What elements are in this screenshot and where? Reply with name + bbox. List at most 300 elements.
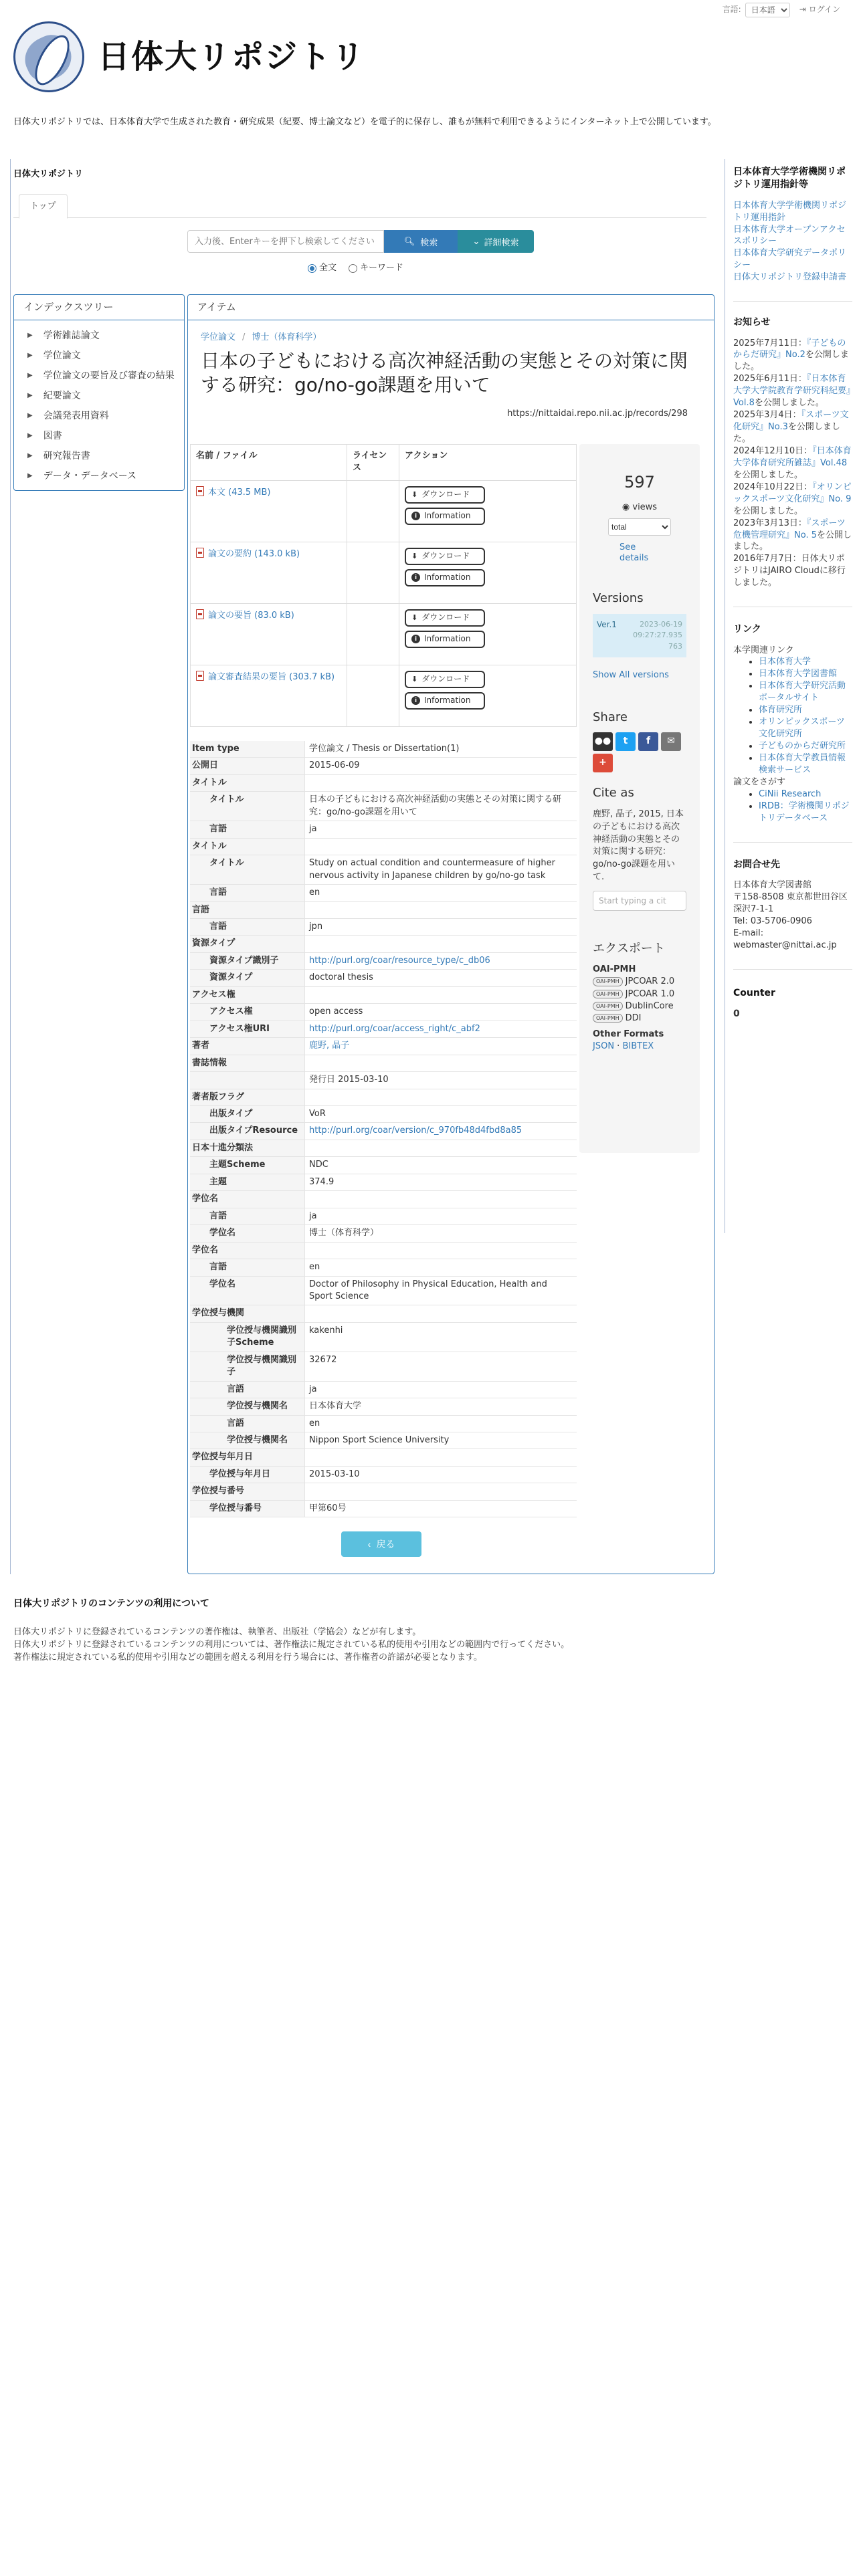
metadata-row xyxy=(190,741,577,758)
metadata-value: open access xyxy=(309,1006,363,1017)
information-button[interactable]: i Information xyxy=(405,508,485,525)
metadata-value[interactable]: http://purl.org/coar/access_right/c_abf2 xyxy=(309,1023,480,1034)
metadata-value: 日本の子どもにおける高次神経活動の実態とその対策に関する研究：go/no-go課題を用いて xyxy=(309,794,562,817)
metadata-row xyxy=(190,970,577,986)
metadata-value: 2015-03-10 xyxy=(309,1469,360,1479)
information-button[interactable]: i Information xyxy=(405,631,485,648)
search-bar xyxy=(187,230,534,253)
tree-item[interactable]: ▶ 会議発表用資料 xyxy=(27,406,184,426)
footer xyxy=(13,1597,569,1665)
metadata-value: 日本体育大学 xyxy=(309,1401,362,1412)
tree-item[interactable]: ▶ 紀要論文 xyxy=(27,386,184,406)
index-tree xyxy=(14,320,184,486)
pdf-file-icon xyxy=(196,548,204,558)
sidebar-link-item xyxy=(759,656,852,668)
export-box: エクスポート OAI-PMH OAI-PMH JPCOAR 2.0 OAI-PMH JPCOAR 1.0 OAI-PMH DublinCore OAI-PMH DDI Other Formats JSON · BIBTEX xyxy=(579,940,700,1053)
metadata-value xyxy=(305,1055,577,1071)
show-all-versions-link[interactable]: Show All versions xyxy=(593,670,669,681)
news-item: 2023年3月13日：『スポーツ危機管理研究』No. 5を公開しました。 xyxy=(733,518,852,552)
information-button[interactable]: i Information xyxy=(405,569,485,586)
sidebar-link-item xyxy=(759,668,852,680)
metadata-value: 博士（体育科学） xyxy=(309,1228,379,1239)
metadata-value xyxy=(305,1305,577,1321)
metadata-row xyxy=(190,902,577,919)
metadata-value xyxy=(305,775,577,791)
oai-pmh-icon: OAI-PMH xyxy=(593,1014,623,1023)
oai-pmh-icon: OAI-PMH xyxy=(593,990,623,998)
metadata-key: 言語 xyxy=(190,1382,305,1398)
site-title: 日体大リポジトリ xyxy=(13,169,84,179)
metadata-row xyxy=(190,1483,577,1500)
news-link[interactable]: 『オリンピックスポーツ文化研究』No. 9 xyxy=(733,481,852,504)
share-box xyxy=(579,709,700,773)
info-icon: i xyxy=(411,573,420,582)
metadata-value xyxy=(305,1243,577,1259)
info-icon: i xyxy=(411,635,420,643)
metadata-value: Study on actual condition and countermeasure of higher nervous activity in Japanese children by go/no-go task xyxy=(309,858,555,881)
guideline-link[interactable]: 日本体育大学オープンアクセスポリシー xyxy=(733,224,846,247)
search-button[interactable]: 🔍︎ 検索 xyxy=(384,230,458,253)
metadata-row xyxy=(190,1432,577,1449)
file-link[interactable]: 論文の要旨 (83.0 kB) xyxy=(208,610,294,621)
footer-line: 日体大リポジトリに登録されているコンテンツの著作権は、執筆者、出版社（学協会）などが有します。 xyxy=(13,1627,421,1638)
site-logo[interactable] xyxy=(13,21,365,92)
file-col-action: アクション xyxy=(399,445,577,481)
advanced-search-button[interactable]: ⌄ 詳細検索 xyxy=(458,230,534,253)
contact-line: 〒158-8508 東京都世田谷区深沢7-1-1 xyxy=(733,891,848,914)
metadata-row xyxy=(190,1089,577,1106)
metadata-row xyxy=(190,821,577,838)
news-list xyxy=(733,338,852,590)
tree-item[interactable]: ▶ 研究報告書 xyxy=(27,446,184,466)
breadcrumb: 学位論文 / 博士（体育科学） xyxy=(201,332,321,344)
download-button[interactable]: ⬇ ダウンロード xyxy=(405,609,485,627)
links-list xyxy=(733,656,852,776)
export-dublincore[interactable]: OAI-PMH DublinCore xyxy=(593,1000,686,1012)
search-input[interactable] xyxy=(187,230,384,253)
download-button[interactable]: ⬇ ダウンロード xyxy=(405,486,485,504)
metadata-value: en xyxy=(309,1262,320,1273)
file-license xyxy=(347,603,399,665)
news-link[interactable]: 『スポーツ危機管理研究』No. 5 xyxy=(733,518,846,540)
metadata-value: doctoral thesis xyxy=(309,972,373,983)
oai-pmh-icon: OAI-PMH xyxy=(593,1002,623,1010)
news-heading: お知らせ xyxy=(733,317,771,328)
news-link[interactable]: 『日本体育大学大学院教育学研究科紀要』Vol.8 xyxy=(733,374,851,409)
cite-heading: Cite as xyxy=(593,786,634,800)
metadata-value xyxy=(305,839,577,855)
tab-bar xyxy=(13,194,706,218)
caret-right-icon: ▶ xyxy=(27,412,33,419)
item-heading: アイテム xyxy=(188,295,714,320)
index-tree-heading: インデックスツリー xyxy=(14,295,184,320)
metadata-value: en xyxy=(309,887,320,898)
sidebar-link-item xyxy=(759,704,852,716)
sidebar-link-item xyxy=(759,800,852,825)
news-item: 2024年10月22日：『オリンピックスポーツ文化研究』No. 9を公開しました。 xyxy=(733,481,852,516)
metadata-row xyxy=(190,1021,577,1038)
metadata-row xyxy=(190,775,577,792)
metadata-key: タイトル xyxy=(190,775,305,791)
metadata-key: 学位授与年月日 xyxy=(190,1467,305,1483)
news-item: 2025年6月11日：『日本体育大学大学院教育学研究科紀要』Vol.8を公開しました。 xyxy=(733,374,851,409)
caret-right-icon: ▶ xyxy=(27,452,33,459)
download-icon: ⬇ xyxy=(411,675,418,684)
metadata-value xyxy=(305,1449,577,1465)
metadata-key: 資源タイプ xyxy=(190,970,305,986)
caret-right-icon: ▶ xyxy=(27,472,33,479)
metadata-key: 学位名 xyxy=(190,1277,305,1305)
item-sidebar xyxy=(579,444,700,1153)
chevron-left-icon: ‹ xyxy=(367,1539,371,1549)
export-bibtex-link[interactable]: BIBTEX xyxy=(622,1041,654,1052)
news-item: 2024年12月10日：『日本体育大学体育研究所雑誌』Vol.48を公開しました。 xyxy=(733,445,852,480)
guideline-link[interactable]: 日本体育大学学術機関リポジトリ運用指針 xyxy=(733,200,847,223)
links-group-label: 論文をさがす xyxy=(733,776,786,787)
pdf-file-icon xyxy=(196,609,204,619)
metadata-key: 資源タイプ識別子 xyxy=(190,953,305,969)
metadata-value: ja xyxy=(309,824,317,835)
metadata-key: アクセス権 xyxy=(190,987,305,1003)
file-col-name: 名前 / ファイル xyxy=(191,445,347,481)
item-title: 日本の子どもにおける高次神経活動の実態とその対策に関する研究：go/no-go課題を用いて xyxy=(201,350,688,396)
download-button[interactable]: ⬇ ダウンロード xyxy=(405,548,485,565)
metadata-key: 学位授与番号 xyxy=(190,1501,305,1517)
metadata-value: 学位論文 / Thesis or Dissertation(1) xyxy=(309,744,460,754)
metadata-key: 出版タイプ xyxy=(190,1106,305,1122)
information-button[interactable]: i Information xyxy=(405,692,485,710)
metadata-key: アクセス権 xyxy=(190,1004,305,1020)
metadata-key: 公開日 xyxy=(190,758,305,774)
guideline-link[interactable]: 日体大リポジトリ登録申請書 xyxy=(733,272,847,283)
news-link[interactable]: 『日本体育大学体育研究所雑誌』Vol.48 xyxy=(733,445,852,468)
sidebar-link-item xyxy=(759,716,852,740)
metadata-key: 主題 xyxy=(190,1174,305,1190)
metadata-key: Item type xyxy=(190,741,305,757)
file-row xyxy=(191,603,577,665)
download-icon: ⬇ xyxy=(411,613,418,623)
metadata-row xyxy=(190,1467,577,1483)
metadata-key: 日本十進分類法 xyxy=(190,1140,305,1156)
login-link[interactable]: ⇥ ログイン xyxy=(799,5,840,15)
file-col-license: ライセンス xyxy=(347,445,399,481)
metadata-value xyxy=(305,902,577,918)
contact-info xyxy=(733,879,852,952)
metadata-value: 甲第60号 xyxy=(309,1503,347,1513)
metadata-row xyxy=(190,1352,577,1382)
facebook-icon[interactable]: f xyxy=(638,732,658,751)
right-sidebar xyxy=(733,166,852,1021)
metadata-row xyxy=(190,1501,577,1517)
export-ddi[interactable]: OAI-PMH DDI xyxy=(593,1012,686,1025)
caret-right-icon: ▶ xyxy=(27,432,33,439)
metadata-row xyxy=(190,1416,577,1432)
file-license xyxy=(347,665,399,726)
metadata-row xyxy=(190,919,577,936)
caret-right-icon: ▶ xyxy=(27,332,33,339)
metadata-row xyxy=(190,936,577,952)
period-select[interactable] xyxy=(608,518,671,536)
file-license xyxy=(347,542,399,603)
sidebar-link[interactable]: 日本体育大学図書館 xyxy=(759,669,838,679)
metadata-key: 言語 xyxy=(190,919,305,935)
metadata-value: ja xyxy=(309,1210,317,1221)
language-label: 言語: xyxy=(722,5,741,15)
metadata-value: Doctor of Philosophy in Physical Education, Health and Sport Science xyxy=(309,1279,547,1301)
search-mode xyxy=(308,262,403,274)
share-heading: Share xyxy=(593,710,628,724)
cite-box xyxy=(579,784,700,911)
metadata-value: VoR xyxy=(309,1108,326,1119)
view-count: 597 xyxy=(624,473,655,492)
views-label: ◉ views xyxy=(622,502,658,513)
twitter-icon[interactable]: t xyxy=(615,732,636,751)
metadata-row xyxy=(190,1259,577,1276)
metadata-key: 学位授与機関 xyxy=(190,1305,305,1321)
metadata-table xyxy=(190,741,577,1517)
metadata-value xyxy=(305,1483,577,1499)
download-icon: ⬇ xyxy=(411,552,418,561)
tree-item[interactable]: ▶ データ・データベース xyxy=(27,466,184,486)
site-intro: 日体大リポジトリでは、日本体育大学で生成された教育・研究成果（紀要、博士論文など）を電子的に保存し、誰もが無料で利用できるようにインターネット上で公開しています。 xyxy=(13,117,717,127)
export-jpcoar1[interactable]: OAI-PMH JPCOAR 1.0 xyxy=(593,988,686,1000)
metadata-key: 学位授与番号 xyxy=(190,1483,305,1499)
metadata-row xyxy=(190,1140,577,1157)
metadata-key: 学位名 xyxy=(190,1191,305,1207)
sidebar-link[interactable]: オリンピックスポーツ文化研究所 xyxy=(759,717,845,740)
metadata-row xyxy=(190,1398,577,1415)
metadata-key: 言語 xyxy=(190,821,305,837)
contact-heading: お問合せ先 xyxy=(733,859,780,870)
radio-keyword[interactable]: キーワード xyxy=(349,262,403,274)
metadata-key: タイトル xyxy=(190,839,305,855)
sidebar-link[interactable]: 日本体育大学教員情報検索サービス xyxy=(759,752,846,775)
pdf-file-icon xyxy=(196,671,204,681)
metadata-key: 主題Scheme xyxy=(190,1157,305,1173)
metadata-key: 言語 xyxy=(190,902,305,918)
metadata-row xyxy=(190,1038,577,1055)
guideline-link[interactable]: 日本体育大学研究データポリシー xyxy=(733,248,847,271)
caret-right-icon: ▶ xyxy=(27,372,33,379)
info-icon: i xyxy=(411,696,420,705)
links-group-label: 本学関連リンク xyxy=(733,645,794,655)
metadata-row xyxy=(190,758,577,774)
search-icon: 🔍︎ xyxy=(403,236,415,246)
news-item: 2016年7月7日：日体大リポジトリはJAIRO Cloudに移行しました。 xyxy=(733,554,846,588)
metadata-key: 学位名 xyxy=(190,1225,305,1241)
metadata-key: アクセス権URI xyxy=(190,1021,305,1037)
sidebar-link[interactable]: IRDB：学術機関リポジトリデータベース xyxy=(759,800,850,823)
metadata-value: kakenhi xyxy=(309,1325,343,1335)
radio-fulltext[interactable]: 全文 xyxy=(308,262,337,274)
caret-right-icon: ▶ xyxy=(27,392,33,399)
see-details-link[interactable]: See details xyxy=(619,542,649,564)
sidebar-link[interactable]: 体育研究所 xyxy=(759,705,803,716)
file-link[interactable]: 論文審査結果の要旨 (303.7 kB) xyxy=(208,671,335,682)
google-plus-icon[interactable]: + xyxy=(593,754,613,772)
language-select[interactable] xyxy=(745,3,790,17)
metadata-row xyxy=(190,953,577,970)
footer-heading: 日体大リポジトリのコンテンツの利用について xyxy=(13,1598,210,1609)
metadata-row xyxy=(190,1055,577,1072)
metadata-row xyxy=(190,1208,577,1225)
news-link[interactable]: 『スポーツ文化研究』No.3 xyxy=(733,410,849,433)
contact-line: E-mail: xyxy=(733,928,764,938)
download-icon: ⬇ xyxy=(411,490,418,500)
file-link[interactable]: 論文の要約 (143.0 kB) xyxy=(208,548,300,559)
news-link[interactable]: 『子どものからだ研究』No.2 xyxy=(733,338,846,360)
tree-item[interactable]: ▶ 学位論文の要旨及び審査の結果 xyxy=(27,366,184,386)
pdf-file-icon xyxy=(196,486,204,496)
download-button[interactable]: ⬇ ダウンロード xyxy=(405,671,485,688)
index-tree-panel xyxy=(13,294,185,491)
metadata-value: 2015-06-09 xyxy=(309,760,360,771)
sidebar-link-item xyxy=(759,788,852,800)
versions-box xyxy=(579,590,700,682)
metadata-row xyxy=(190,1174,577,1191)
guidelines-list xyxy=(733,200,852,284)
metadata-key: 著者 xyxy=(190,1038,305,1054)
links-heading: リンク xyxy=(733,624,761,635)
metadata-value xyxy=(305,1140,577,1156)
metadata-key: 資源タイプ xyxy=(190,936,305,952)
metadata-key: タイトル xyxy=(190,792,305,821)
citation-text: 鹿野, 晶子, 2015, 日本の子どもにおける高次神経活動の実態とその対策に関する研究：go/no-go課題を用いて. xyxy=(593,809,684,883)
caret-right-icon: ▶ xyxy=(27,352,33,359)
metadata-value xyxy=(305,987,577,1003)
metadata-key: タイトル xyxy=(190,855,305,884)
tab-top[interactable]: トップ xyxy=(19,194,68,219)
metadata-row xyxy=(190,885,577,901)
breadcrumb-item[interactable]: 学位論文 xyxy=(201,332,236,342)
contact-line: Tel: 03-5706-0906 xyxy=(733,916,812,926)
file-link[interactable]: 本文 (43.5 MB) xyxy=(208,487,271,498)
news-item: 2025年3月4日：『スポーツ文化研究』No.3を公開しました。 xyxy=(733,410,849,444)
metadata-row xyxy=(190,1123,577,1140)
metadata-value[interactable]: 鹿野, 晶子 xyxy=(309,1041,350,1051)
metadata-row xyxy=(190,1106,577,1123)
metadata-row xyxy=(190,792,577,821)
metadata-row xyxy=(190,1157,577,1174)
metadata-row xyxy=(190,839,577,855)
item-url: https://nittaidai.repo.nii.ac.jp/records/298 xyxy=(507,409,688,419)
metadata-row xyxy=(190,855,577,885)
eye-icon: ◉ xyxy=(622,502,630,513)
metadata-row xyxy=(190,1004,577,1021)
email-icon[interactable]: ✉ xyxy=(661,732,681,751)
file-row xyxy=(191,480,577,542)
metadata-value: 32672 xyxy=(309,1354,337,1365)
counter-heading: Counter xyxy=(733,987,775,998)
metadata-key: 書誌情報 xyxy=(190,1055,305,1071)
links-list xyxy=(733,788,852,825)
left-border xyxy=(10,159,11,1574)
counter-value: 0 xyxy=(733,1008,740,1019)
contact-line: webmaster@nittai.ac.jp xyxy=(733,940,837,950)
logo-text: 日体大リポジトリ xyxy=(98,37,366,76)
metadata-row xyxy=(190,1277,577,1306)
tree-item[interactable]: ▶ 学位論文 xyxy=(27,346,184,366)
file-row xyxy=(191,665,577,726)
sidebar-link[interactable]: 日本体育大学研究活動ポータルサイト xyxy=(759,681,846,704)
info-icon: i xyxy=(411,512,420,520)
tree-item[interactable]: ▶ 図書 xyxy=(27,426,184,446)
breadcrumb-item[interactable]: 博士（体育科学） xyxy=(252,332,322,342)
version-row[interactable]: Ver.1 2023-06-19 09:27:27.935 763 xyxy=(593,614,686,658)
metadata-row xyxy=(190,1072,577,1089)
oai-pmh-label: OAI-PMH xyxy=(593,964,636,975)
file-license xyxy=(347,480,399,542)
sidebar-link[interactable]: 子どものからだ研究所 xyxy=(759,741,846,751)
mendeley-icon[interactable]: ●● xyxy=(593,732,613,751)
metadata-value: en xyxy=(309,1418,320,1428)
metadata-row xyxy=(190,1449,577,1466)
news-item: 2025年7月11日：『子どものからだ研究』No.2を公開しました。 xyxy=(733,338,849,372)
citation-style-input[interactable]: Start typing a cit xyxy=(593,891,686,911)
metadata-row xyxy=(190,1382,577,1398)
chevron-down-icon: ⌄ xyxy=(472,236,480,246)
metadata-value: Nippon Sport Science University xyxy=(309,1435,450,1446)
metadata-value xyxy=(305,1089,577,1105)
logo-emblem-icon xyxy=(13,21,84,92)
versions-heading: Versions xyxy=(593,591,644,606)
export-jpcoar2[interactable]: OAI-PMH JPCOAR 2.0 xyxy=(593,976,686,988)
guidelines-heading: 日本体育大学学術機関リポジトリ運用指針等 xyxy=(733,167,846,191)
metadata-key xyxy=(190,1072,305,1088)
metadata-value[interactable]: http://purl.org/coar/version/c_970fb48d4fbd8a85 xyxy=(309,1125,522,1136)
file-table xyxy=(190,444,577,727)
metadata-row xyxy=(190,987,577,1004)
sidebar-link-item xyxy=(759,752,852,776)
sidebar-link-item xyxy=(759,680,852,704)
metadata-value: jpn xyxy=(309,921,323,932)
metadata-key: 言語 xyxy=(190,1208,305,1224)
metadata-key: 言語 xyxy=(190,885,305,901)
contact-line: 日本体育大学図書館 xyxy=(733,879,812,890)
export-json-link[interactable]: JSON xyxy=(593,1041,615,1052)
tree-item[interactable]: ▶ 学術雑誌論文 xyxy=(27,326,184,346)
oai-pmh-icon: OAI-PMH xyxy=(593,977,623,986)
metadata-key: 学位授与機関名 xyxy=(190,1398,305,1414)
metadata-key: 出版タイプResource xyxy=(190,1123,305,1139)
metadata-key: 学位授与機関識別子 xyxy=(190,1352,305,1381)
metadata-value[interactable]: http://purl.org/coar/resource_type/c_db06 xyxy=(309,955,490,966)
metadata-key: 著者版フラグ xyxy=(190,1089,305,1105)
metadata-value: ja xyxy=(309,1384,317,1394)
metadata-key: 学位授与機関識別子Scheme xyxy=(190,1323,305,1352)
sidebar-link[interactable]: 日本体育大学 xyxy=(759,657,812,667)
metadata-row xyxy=(190,1243,577,1259)
footer-line: 日体大リポジトリに登録されているコンテンツの利用については、著作権法に規定されている私的使用や引用などの範囲内で行ってください。 xyxy=(13,1640,570,1650)
metadata-row xyxy=(190,1305,577,1322)
sidebar-link[interactable]: CiNii Research xyxy=(759,788,822,799)
export-heading: エクスポート xyxy=(593,941,665,956)
metadata-row xyxy=(190,1225,577,1242)
back-button[interactable]: ‹ 戻る xyxy=(341,1531,421,1557)
other-formats-label: Other Formats xyxy=(593,1029,664,1040)
metadata-key: 言語 xyxy=(190,1259,305,1275)
view-stats xyxy=(579,444,700,571)
metadata-row xyxy=(190,1323,577,1352)
metadata-key: 学位授与機関名 xyxy=(190,1432,305,1448)
metadata-value: 374.9 xyxy=(309,1176,335,1187)
metadata-value: NDC xyxy=(309,1160,328,1170)
metadata-key: 学位名 xyxy=(190,1243,305,1259)
sidebar-link-item xyxy=(759,740,852,752)
metadata-value xyxy=(305,936,577,952)
metadata-row xyxy=(190,1191,577,1208)
metadata-key: 学位授与年月日 xyxy=(190,1449,305,1465)
